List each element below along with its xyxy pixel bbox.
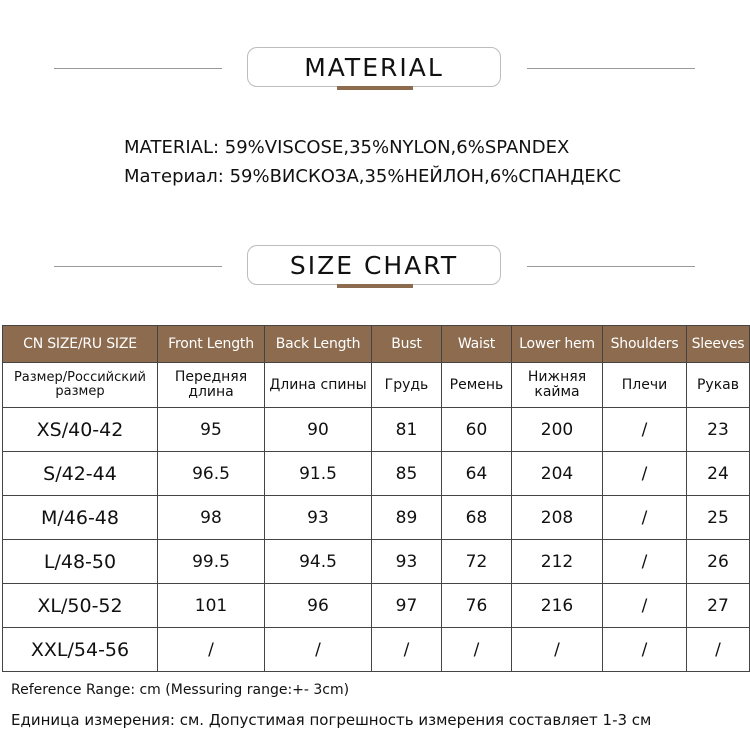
col-header-size-ru: Размер/Российский размер: [3, 363, 158, 408]
table-cell: 93: [372, 540, 442, 584]
col-header-front-length-ru: Передняя длина: [158, 363, 265, 408]
size-chart-table: [2, 325, 750, 672]
size-cell: XL/50-52: [3, 584, 158, 628]
table-cell: 204: [512, 452, 603, 496]
col-header-back-length-ru: Длина спины: [265, 363, 372, 408]
header-row-en: [3, 326, 750, 363]
table-cell: /: [603, 540, 687, 584]
table-cell: 93: [265, 496, 372, 540]
table-cell: 91.5: [265, 452, 372, 496]
table-cell: /: [603, 408, 687, 452]
material-section-header: [0, 47, 750, 91]
table-cell: 68: [442, 496, 512, 540]
col-header-front-length: Front Length: [158, 326, 265, 363]
table-row: [3, 584, 750, 628]
col-header-waist-ru: Ремень: [442, 363, 512, 408]
table-cell: /: [265, 628, 372, 672]
table-cell: 89: [372, 496, 442, 540]
col-header-back-length: Back Length: [265, 326, 372, 363]
col-header-lower-hem: Lower hem: [512, 326, 603, 363]
reference-range-note: Reference Range: cm (Messuring range:+- 3cm): [11, 682, 350, 698]
divider-line: [527, 266, 695, 267]
measurement-note-ru: Единица измерения: см. Допустимая погрешность измерения составляет 1-3 см: [11, 711, 652, 729]
title-underline: [337, 284, 413, 288]
col-header-sleeves: Sleeves: [687, 326, 750, 363]
table-cell: /: [687, 628, 750, 672]
table-cell: 98: [158, 496, 265, 540]
table-cell: 81: [372, 408, 442, 452]
table-cell: /: [603, 452, 687, 496]
table-cell: 212: [512, 540, 603, 584]
table-cell: 94.5: [265, 540, 372, 584]
table-row: [3, 452, 750, 496]
table-cell: 95: [158, 408, 265, 452]
col-header-shoulders: Shoulders: [603, 326, 687, 363]
table-cell: 24: [687, 452, 750, 496]
table-cell: 64: [442, 452, 512, 496]
col-header-lower-hem-ru: Нижняя кайма: [512, 363, 603, 408]
size-cell: XXL/54-56: [3, 628, 158, 672]
material-composition-en: MATERIAL: 59%VISCOSE,35%NYLON,6%SPANDEX: [124, 137, 570, 158]
table-cell: 96: [265, 584, 372, 628]
size-cell: M/46-48: [3, 496, 158, 540]
table-cell: 60: [442, 408, 512, 452]
table-cell: /: [512, 628, 603, 672]
material-composition-ru: Материал: 59%ВИСКОЗА,35%НЕЙЛОН,6%СПАНДЕКС: [124, 166, 622, 187]
table-cell: 26: [687, 540, 750, 584]
table-cell: 27: [687, 584, 750, 628]
table-row: [3, 628, 750, 672]
table-cell: /: [603, 496, 687, 540]
table-cell: /: [603, 628, 687, 672]
table-row: [3, 540, 750, 584]
col-header-bust-ru: Грудь: [372, 363, 442, 408]
table-row: [3, 408, 750, 452]
table-cell: 216: [512, 584, 603, 628]
table-cell: 208: [512, 496, 603, 540]
size-cell: S/42-44: [3, 452, 158, 496]
table-cell: /: [442, 628, 512, 672]
divider-line: [54, 68, 222, 69]
table-cell: 85: [372, 452, 442, 496]
size-chart-section-header: [0, 245, 750, 289]
table-cell: 99.5: [158, 540, 265, 584]
size-chart-title: SIZE CHART: [247, 245, 501, 285]
divider-line: [54, 266, 222, 267]
table-row: [3, 496, 750, 540]
col-header-waist: Waist: [442, 326, 512, 363]
material-title: MATERIAL: [247, 47, 501, 87]
table-cell: 96.5: [158, 452, 265, 496]
table-cell: 72: [442, 540, 512, 584]
col-header-sleeves-ru: Рукав: [687, 363, 750, 408]
col-header-bust: Bust: [372, 326, 442, 363]
header-row-ru: [3, 363, 750, 408]
table-cell: /: [158, 628, 265, 672]
table-cell: 23: [687, 408, 750, 452]
title-underline: [337, 86, 413, 90]
size-cell: XS/40-42: [3, 408, 158, 452]
col-header-shoulders-ru: Плечи: [603, 363, 687, 408]
table-cell: 200: [512, 408, 603, 452]
table-cell: 97: [372, 584, 442, 628]
table-cell: /: [603, 584, 687, 628]
table-cell: 76: [442, 584, 512, 628]
table-cell: 25: [687, 496, 750, 540]
divider-line: [527, 68, 695, 69]
col-header-size: CN SIZE/RU SIZE: [3, 326, 158, 363]
size-cell: L/48-50: [3, 540, 158, 584]
table-cell: /: [372, 628, 442, 672]
table-cell: 90: [265, 408, 372, 452]
table-cell: 101: [158, 584, 265, 628]
